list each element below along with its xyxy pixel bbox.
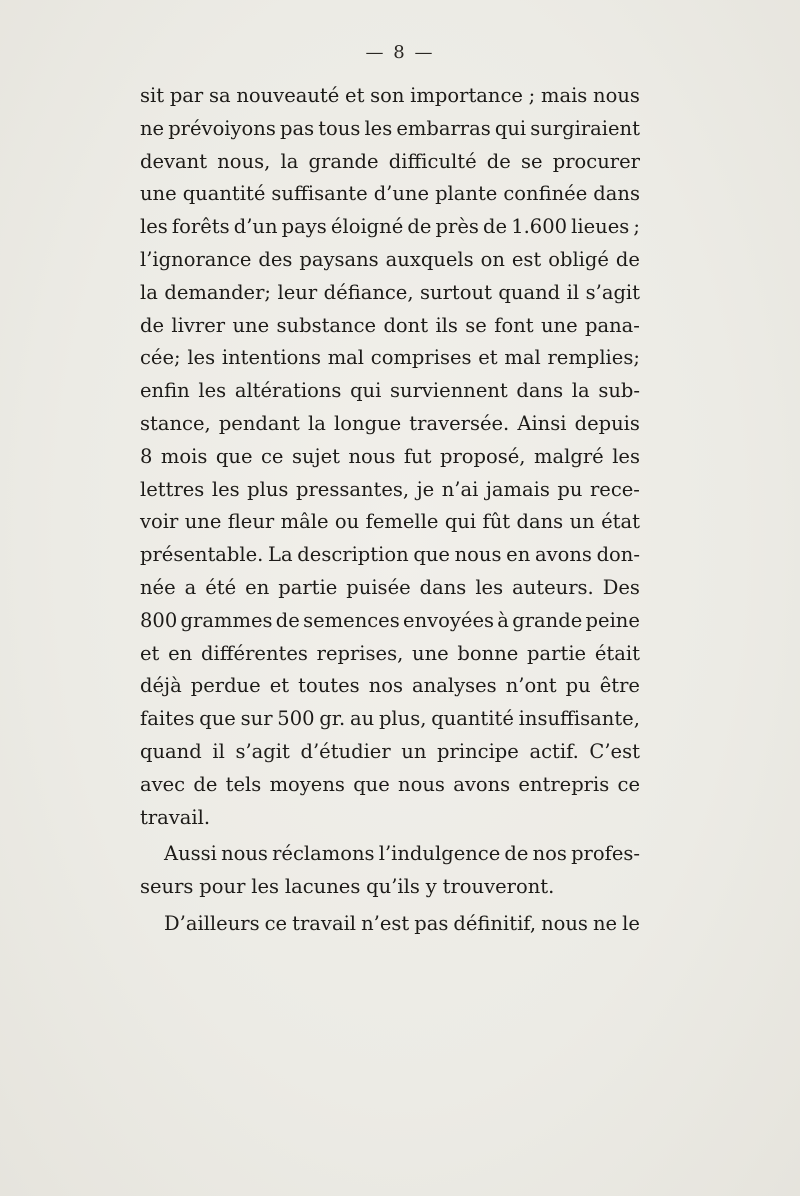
word: dans [516,510,564,534]
text-line [140,736,640,769]
word: difficulté [388,149,477,173]
word: altérations [234,379,342,403]
word: grande [512,608,583,632]
word: pressantes, [295,477,410,501]
word: demander; [164,280,271,304]
word: que [413,543,450,567]
word: nous [221,842,268,866]
word: avec [140,772,186,796]
word: en [168,641,193,665]
page-number: — 8 — [365,42,435,63]
text-line [140,871,640,904]
text-line [140,572,640,605]
word: font [494,313,534,337]
word: en [245,575,270,599]
word: stance, [140,411,211,435]
word: enfin [140,379,190,403]
word: pas [414,911,449,935]
word: la [140,280,158,304]
word: embarras [396,116,491,140]
word: les [612,444,640,468]
word: cée; [140,346,181,370]
word: à [497,608,509,632]
word: n’est [361,911,410,935]
word: de [140,313,165,337]
word: mâle [280,510,329,534]
word: travail. [140,805,211,829]
word: nous [454,543,502,567]
word: définitif, [453,911,537,935]
word: réclamons [272,842,375,866]
word: devant [140,149,208,173]
word: La [268,543,293,567]
word: qu’ils [366,875,420,899]
word: il [566,280,580,304]
word: fut [403,444,432,468]
text-line [140,802,640,835]
word: déjà [140,674,182,698]
word: de [615,247,640,271]
text-line [140,146,640,179]
word: en [506,543,531,567]
word: semences [303,608,400,632]
word: pays [281,215,327,239]
word: moyens [269,772,345,796]
text-line [140,670,640,703]
word: au [349,707,375,731]
word: nos [368,674,403,698]
word: plante [435,182,498,206]
word: est [511,247,542,271]
word: 500 [277,707,315,731]
text-line [140,310,640,343]
word: seurs [140,875,194,899]
word: les [211,477,240,501]
word: peine [585,608,640,632]
word: description [297,543,409,567]
word: sujet [291,444,340,468]
word: de [486,149,511,173]
word: la [571,379,590,403]
word: se [521,149,543,173]
word: profes- [571,842,640,866]
word: pu [557,477,583,501]
word: que [199,707,236,731]
word: confinée [503,182,588,206]
word: pour [199,875,246,899]
word: et [478,346,498,370]
word: de [275,608,300,632]
word: auteurs. [512,575,594,599]
word: reprises, [316,641,404,665]
word: mal [504,346,541,370]
paragraph [140,80,640,834]
word: substance [276,313,377,337]
word: analyses [412,674,497,698]
word: trouveront. [442,875,555,899]
word: actif. [529,739,579,763]
text-line [140,506,640,539]
word: qui [350,379,382,403]
word: mois [160,444,208,468]
word: sa [208,84,231,107]
word: ne [592,911,618,935]
word: bonne [457,641,519,665]
word: le [622,911,640,935]
text-line [140,277,640,310]
word: la [280,149,299,173]
word: ; [633,215,640,239]
text-line [140,408,640,441]
word: intentions [221,346,321,370]
word: pendant [218,411,300,435]
word: d’une [373,182,430,206]
text-line [140,838,640,871]
word: longue [334,411,402,435]
word: Des [602,575,640,599]
word: quantité [182,182,266,206]
word: perdue [190,674,261,698]
word: par [169,84,204,107]
word: mais [540,84,588,107]
word: dont [383,313,429,337]
word: ; [528,84,536,107]
text-line [140,211,640,244]
word: remplies; [547,346,640,370]
body-text [140,80,640,941]
word: s’agit [235,739,290,763]
word: un [401,739,427,763]
text-line [140,908,640,941]
word: et [269,674,290,698]
word: pu [565,674,591,698]
word: avons [534,543,592,567]
word: lacunes [284,875,361,899]
word: les [198,379,227,403]
text-line [140,539,640,572]
word: se [465,313,487,337]
word: quand [140,739,202,763]
word: quantité [431,707,514,731]
word: faites [140,707,195,731]
word: été [205,575,237,599]
word: ne [140,116,165,140]
word: tous [318,116,361,140]
word: éloigné [330,215,404,239]
word: des [258,247,293,271]
word: D’ailleurs [164,911,260,935]
word: don- [596,543,640,567]
word: grande [308,149,379,173]
word: et [345,84,365,107]
word: sur [240,707,273,731]
word: de [483,215,508,239]
word: les [187,346,216,370]
word: mal [327,346,365,370]
word: nous [348,444,396,468]
word: proposé, [439,444,526,468]
word: obligé [548,247,609,271]
word: était [594,641,640,665]
text-line [140,375,640,408]
word: tels [225,772,262,796]
word: toutes [298,674,360,698]
text-line [140,703,640,736]
word: on [480,247,505,271]
word: état [601,510,640,534]
word: sit [140,84,165,107]
word: les [364,116,393,140]
word: d’un [233,215,278,239]
word: rece- [589,477,640,501]
word: ce [264,911,288,935]
word: fleur [227,510,275,534]
word: présentable. [140,543,264,567]
word: ce [617,772,640,796]
paragraph [140,908,640,941]
word: il [212,739,225,763]
word: ou [334,510,360,534]
text-line [140,638,640,671]
word: et [140,641,160,665]
word: que [215,444,253,468]
text-line [140,441,640,474]
word: une [412,641,449,665]
word: ils [435,313,458,337]
word: dans [516,379,564,403]
word: ce [261,444,284,468]
word: livrer [171,313,226,337]
word: plus [247,477,289,501]
word: auxquels [385,247,474,271]
word: lieues [571,215,630,239]
word: quand [498,280,561,304]
word: importance [410,84,523,107]
word: un [569,510,595,534]
word: être [599,674,640,698]
word: 8 [140,444,153,468]
word: a [184,575,197,599]
word: différentes [200,641,308,665]
word: qui [494,116,527,140]
word: dans [593,182,640,206]
word: d’étudier [300,739,391,763]
word: 800 [140,608,178,632]
word: entrepris [518,772,610,796]
word: dans [419,575,467,599]
word: née [140,575,176,599]
word: de [504,842,529,866]
word: l’ignorance [140,247,252,271]
word: depuis [574,411,640,435]
text-line [140,342,640,375]
text-line [140,605,640,638]
word: plus, [378,707,427,731]
word: forêts [171,215,230,239]
word: leur [277,280,318,304]
word: Ainsi [517,411,567,435]
word: une [140,182,177,206]
word: l’indulgence [378,842,501,866]
word: femelle [365,510,439,534]
word: une [540,313,578,337]
word: pas [279,116,315,140]
word: grammes [180,608,273,632]
paragraph [140,838,640,904]
word: nous [541,911,588,935]
word: envoyées [403,608,494,632]
word: nous [398,772,445,796]
word: nouveauté [236,84,340,107]
word: les [475,575,504,599]
word: voir [140,510,179,534]
word: surviennent [390,379,508,403]
word: avons [453,772,511,796]
text-line [140,178,640,211]
word: gr. [319,707,346,731]
word: C’est [589,739,640,763]
word: une [184,510,222,534]
word: de [407,215,432,239]
word: nos [532,842,567,866]
word: jamais [485,477,550,501]
word: nous, [217,149,271,173]
word: de [193,772,218,796]
word: Aussi [164,842,217,866]
text-line [140,80,640,113]
word: prévoiyons [168,116,276,140]
text-line [140,244,640,277]
word: principe [437,739,519,763]
word: son [370,84,405,107]
word: sub- [598,379,640,403]
word: insuffisante, [518,707,640,731]
word: pana- [585,313,640,337]
text-line [140,769,640,802]
word: la [308,411,326,435]
word: fût [482,510,511,534]
word: traversée. [409,411,510,435]
word: une [232,313,270,337]
word: suffisante [271,182,368,206]
word: les [140,215,168,239]
word: 1.600 [511,215,568,239]
word: partie [527,641,587,665]
word: défiance, [323,280,414,304]
word: y [425,875,437,899]
word: près [435,215,479,239]
word: les [251,875,280,899]
word: comprises [370,346,472,370]
word: puisée [346,575,411,599]
word: s’agit [585,280,640,304]
word: surtout [420,280,492,304]
word: partie [278,575,338,599]
word: n’ont [505,674,557,698]
word: qui [444,510,477,534]
text-line [140,474,640,507]
word: que [353,772,390,796]
word: nous [593,84,640,107]
word: je [416,477,435,501]
word: paysans [299,247,379,271]
word: n’ai [441,477,479,501]
word: travail [292,911,357,935]
word: procurer [552,149,640,173]
text-line [140,113,640,146]
word: malgré [533,444,604,468]
word: lettres [140,477,205,501]
word: surgiraient [530,116,640,140]
